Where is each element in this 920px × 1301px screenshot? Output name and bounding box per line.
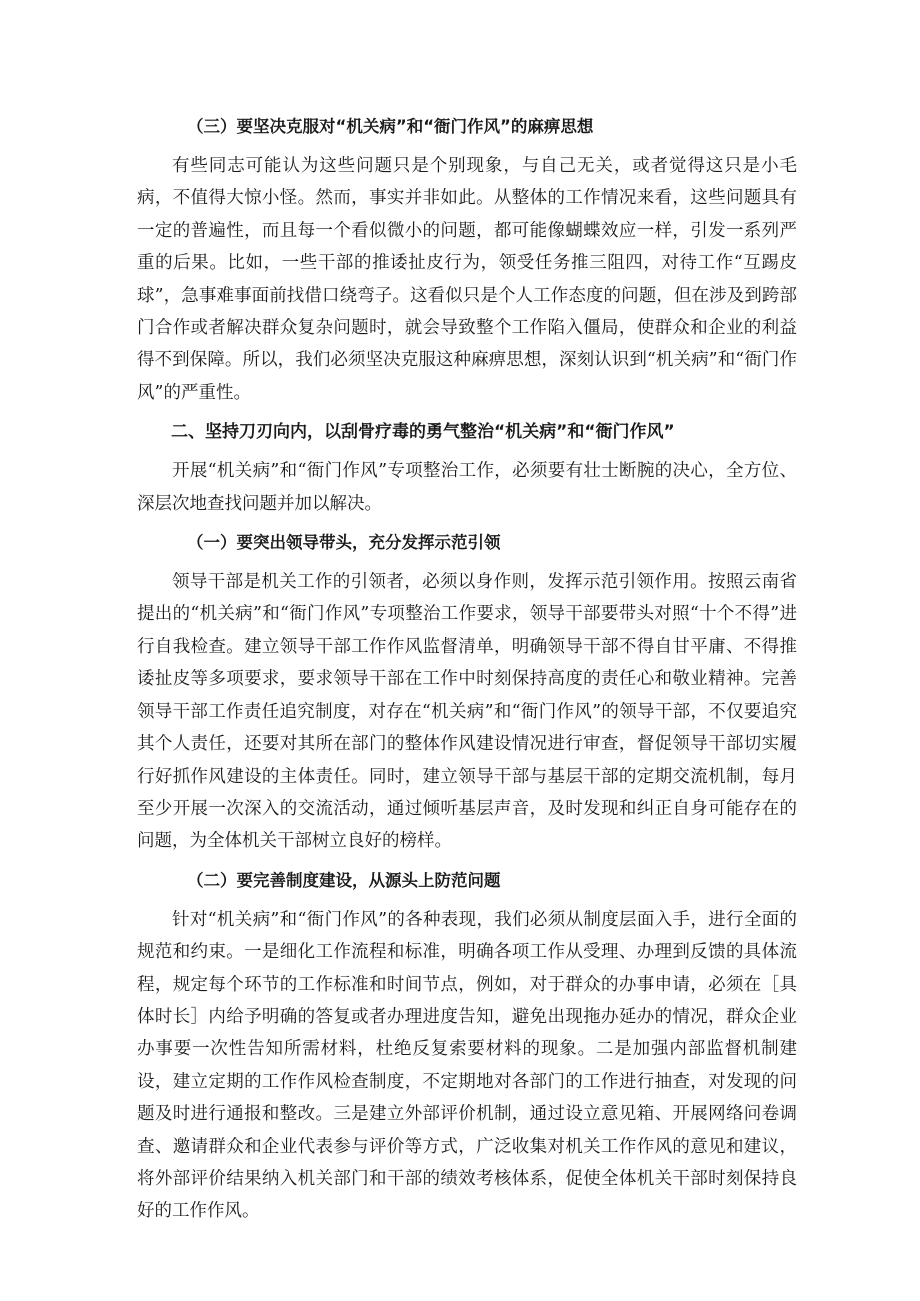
heading-section-2: 二、坚持刀刃向内，以刮骨疗毒的勇气整治“机关病”和“衙门作风” — [171, 422, 675, 443]
heading-section-3-3: （三）要坚决克服对“机关病”和“衙门作风”的麻痹思想 — [187, 117, 594, 136]
paragraph-1: 有些同志可能认为这些问题只是个别现象，与自己无关，或者觉得这只是小毛病，不值得大惊小怪。然而，事实并非如此。从整体的工作情况来看，这些问题具有一定的普遍性，而且每一个看似微小的问题，都可能像蝴蝶效应一样，引发一系列严重的后果。比如，一些干部的推诿扯皮行为，领受任务推三阻四，对待工作“互踢皮球”，急事难事面前找借口绕弯子。这看似只是个人工作态度的问题，但在涉及到跨部门合作或者解决群众复杂问题时，就会导致整个工作陷入僵局，使群众和企业的利益得不到保障。所以，我们必须坚决克服这种麻痹思想，深刻认识到“机关病”和“衙门作风”的严重性。 — [137, 156, 797, 403]
paragraph-4: 针对“机关病”和“衙门作风”的各种表现，我们必须从制度层面入手，进行全面的规范和约束。一是细化工作流程和标准，明确各项工作从受理、办理到反馈的具体流程，规定每个环节的工作标准和时间节点，例如，对于群众的办事申请，必须在［具体时长］内给予明确的答复或者办理进度告知，避免出现拖办延办的情况，群众企业办事要一次性告知所需材料，杜绝反复索要材料的现象。二是加强内部监督机制建设，建立定期的工作作风检查制度，不定期地对各部门的工作进行抽查，对发现的问题及时进行通报和整改。三是建立外部评价机制，通过设立意见箱、开展网络问卷调查、邀请群众和企业代表参与评价等方式，广泛收集对机关工作作风的意见和建议，将外部评价结果纳入机关部门和干部的绩效考核体系，促使全体机关干部时刻保持良好的工作作风。 — [137, 909, 797, 1222]
paragraph-2: 开展“机关病”和“衙门作风”专项整治工作，必须要有壮士断腕的决心，全方位、深层次地查找问题并加以解决。 — [137, 461, 797, 514]
document-page — [137, 112, 797, 1236]
heading-section-2-1: （一）要突出领导带头，充分发挥示范引领 — [187, 533, 501, 553]
paragraph-3: 领导干部是机关工作的引领者，必须以身作则，发挥示范引领作用。按照云南省提出的“机关病”和“衙门作风”专项整治工作要求，领导干部要带头对照“十个不得”进行自我检查。建立领导干部工作作风监督清单，明确领导干部不得自甘平庸、不得推诿扯皮等多项要求，要求领导干部在工作中时刻保持高度的责任心和敬业精神。完善领导干部工作责任追究制度，对存在“机关病”和“衙门作风”的领导干部，不仅要追究其个人责任，还要对其所在部门的整体作风建设情况进行审查，督促领导干部切实履行好抓作风建设的主体责任。同时，建立领导干部与基层干部的定期交流机制，每月至少开展一次深入的交流活动，通过倾听基层声音，及时发现和纠正自身可能存在的问题，为全体机关干部树立良好的榜样。 — [137, 572, 797, 852]
heading-section-2-2: （二）要完善制度建设，从源头上防范问题 — [187, 870, 501, 890]
